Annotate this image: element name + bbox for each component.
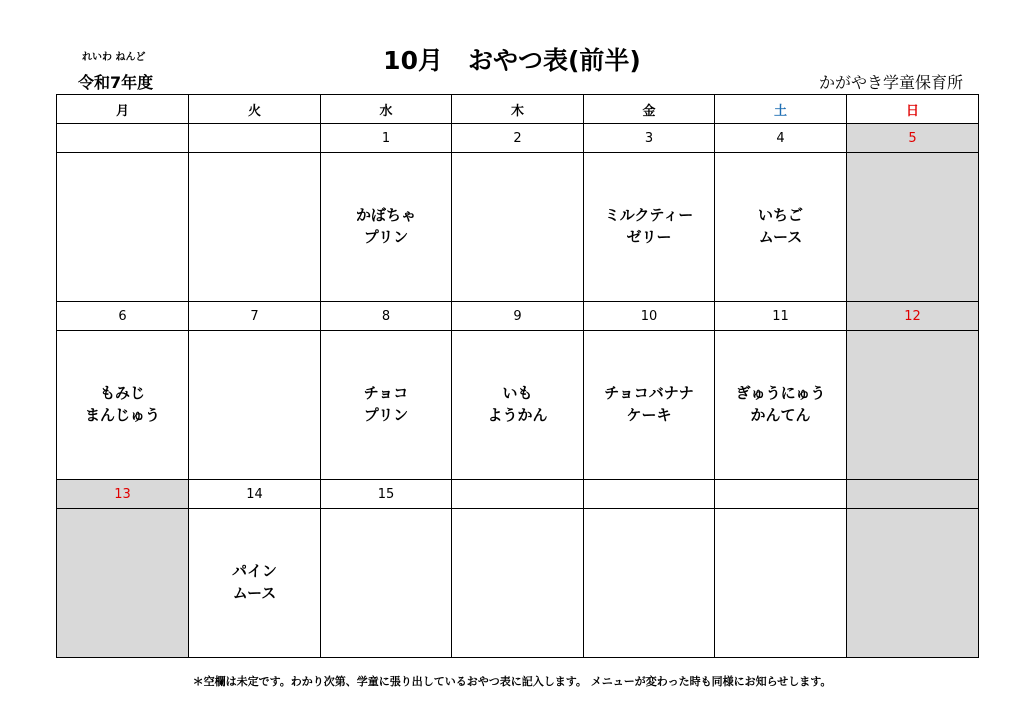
date-cell: 1 (321, 124, 452, 153)
fiscal-year: 令和7年度 (78, 73, 154, 92)
weekday-fri: 金 (584, 95, 715, 124)
date-cell: 10 (584, 302, 715, 331)
date-cell (57, 124, 189, 153)
snack-name: ぎゅうにゅう (735, 384, 826, 403)
weekday-mon: 月 (57, 95, 189, 124)
snack-cell (321, 331, 452, 480)
snack-row (57, 509, 979, 658)
snack-cell-empty (189, 153, 321, 302)
snack-name: いちご (757, 206, 803, 225)
snack-cell (584, 153, 715, 302)
date-cell (452, 480, 584, 509)
snack-cell-holiday (847, 331, 979, 480)
weekday-wed: 水 (321, 95, 452, 124)
date-cell (584, 480, 715, 509)
date-row (57, 124, 979, 153)
snack-cell (321, 153, 452, 302)
snack-cell-empty (57, 153, 189, 302)
snack-name: パイン (231, 562, 277, 581)
date-cell: 14 (189, 480, 321, 509)
snack-name: ムース (758, 228, 803, 246)
page-title: 10月 おやつ表(前半) (383, 46, 641, 75)
date-cell: 6 (57, 302, 189, 331)
date-cell (715, 480, 847, 509)
snack-name: まんじゅう (84, 406, 160, 424)
snack-row (57, 153, 979, 302)
snack-name: ようかん (487, 406, 548, 424)
date-row (57, 302, 979, 331)
weekday-sun: 日 (847, 95, 979, 124)
date-cell: 8 (321, 302, 452, 331)
date-cell: 4 (715, 124, 847, 153)
date-cell: 11 (715, 302, 847, 331)
snack-name: かぼちゃ (355, 206, 416, 225)
date-cell: 2 (452, 124, 584, 153)
date-cell (189, 124, 321, 153)
date-cell-holiday: 5 (847, 124, 979, 153)
snack-cell-holiday (847, 153, 979, 302)
weekday-tue: 火 (189, 95, 321, 124)
snack-calendar (56, 94, 979, 658)
snack-name: かんてん (750, 406, 811, 424)
snack-cell (715, 331, 847, 480)
snack-cell-empty (321, 509, 452, 658)
date-cell-holiday: 12 (847, 302, 979, 331)
snack-row (57, 331, 979, 480)
date-cell-holiday: 13 (57, 480, 189, 509)
snack-name: プリン (363, 228, 409, 246)
snack-cell-holiday (847, 509, 979, 658)
snack-name: もみじ (99, 384, 145, 403)
snack-cell (584, 331, 715, 480)
snack-name: いも (502, 384, 533, 403)
snack-cell-empty (452, 153, 584, 302)
snack-name: チョコ (363, 384, 409, 403)
weekday-header-row (57, 95, 979, 124)
snack-cell-empty (452, 509, 584, 658)
date-row (57, 480, 979, 509)
weekday-thu: 木 (452, 95, 584, 124)
weekday-sat: 土 (715, 95, 847, 124)
snack-name: チョコバナナ (604, 384, 694, 403)
snack-cell-holiday (57, 509, 189, 658)
snack-name: ゼリー (626, 228, 672, 246)
snack-cell (715, 153, 847, 302)
snack-cell-empty (189, 331, 321, 480)
snack-name: ムース (232, 584, 277, 602)
era-reading: れいわ ねんど (82, 52, 146, 63)
date-cell-holiday (847, 480, 979, 509)
snack-cell (452, 331, 584, 480)
snack-cell (189, 509, 321, 658)
snack-cell-empty (715, 509, 847, 658)
snack-name: ミルクティー (604, 206, 694, 225)
facility-name: かがやき学童保育所 (818, 73, 963, 92)
footer-note: ＊空欄は未定です。わかり次第、学童に張り出しているおやつ表に記入します。 メニューが変わった時も同様にお知らせします。 (192, 675, 832, 688)
date-cell: 7 (189, 302, 321, 331)
snack-cell-empty (584, 509, 715, 658)
snack-name: プリン (363, 406, 409, 424)
snack-name: ケーキ (626, 406, 672, 424)
date-cell: 9 (452, 302, 584, 331)
snack-cell (57, 331, 189, 480)
date-cell: 3 (584, 124, 715, 153)
date-cell: 15 (321, 480, 452, 509)
